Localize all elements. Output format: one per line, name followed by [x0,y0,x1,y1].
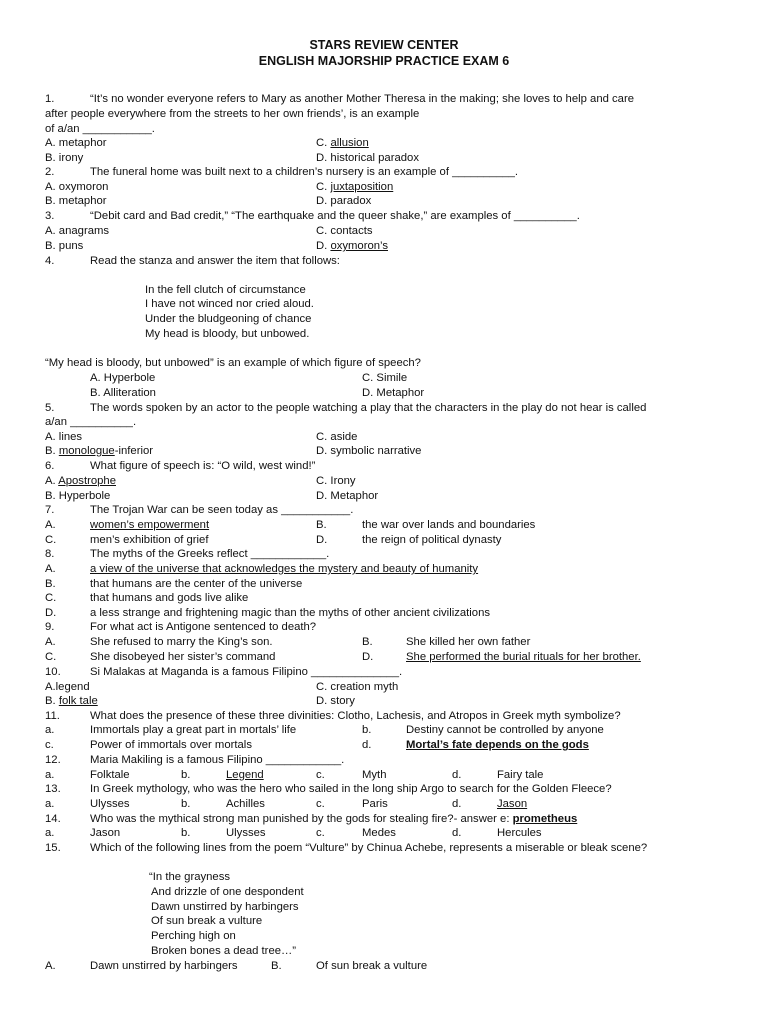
choice-c: Medes [362,827,396,839]
choice-letter: C. [45,534,57,546]
question-text: The myths of the Greeks reflect ____________. [90,548,330,560]
choice-c: C. Irony [316,475,356,487]
choice-letter: d. [452,798,462,810]
poem-line: Dawn unstirred by harbingers [151,901,299,913]
question-number: 10. [45,666,61,678]
question-text: a/an __________. [45,416,137,428]
choice-a: Immortals play a great part in mortals’ life [90,724,297,736]
choice-d: Fairy tale [497,769,544,781]
choice-d: D. Metaphor [316,490,379,502]
choice-d: D. paradox [316,195,372,207]
stanza-line: I have not winced nor cried aloud. [145,298,314,310]
answer-mark: oxymoron’s [330,240,388,252]
question-text: Which of the following lines from the poem “Vulture” by Chinua Achebe, represents a miserable or bleak scene? [90,842,648,854]
choice-letter: d. [452,769,462,781]
question-text: What does the presence of these three divinities: Clotho, Lachesis, and Atropos in Greek myth symbolize? [90,710,621,722]
choice-d: D. oxymoron’s [316,240,388,252]
choice-b: B. irony [45,152,84,164]
center-title: STARS REVIEW CENTER [309,38,459,52]
question-number: 9. [45,621,55,633]
choice-a: A. anagrams [45,225,110,237]
choice-letter: B. [271,960,282,972]
choice-b: Ulysses [226,827,266,839]
question-number: 11. [45,710,60,722]
choice-a: A. oxymoron [45,181,109,193]
choice-c: C. creation myth [316,681,399,693]
question-text: For what act is Antigone sentenced to death? [90,621,317,633]
choice-b: Of sun break a vulture [316,960,428,972]
choice-letter: b. [181,769,191,781]
stanza-line: Under the bludgeoning of chance [145,313,312,325]
choice-b: Achilles [226,798,265,810]
choice-c: Power of immortals over mortals [90,739,252,751]
poem-line: Broken bones a dead tree…” [151,945,297,957]
choice-c: C. allusion [316,137,369,149]
choice-d: D. historical paradox [316,152,419,164]
stanza-line: In the fell clutch of circumstance [145,284,306,296]
choice-d: D. story [316,695,355,707]
answer-mark: juxtaposition [330,181,394,193]
question-text: “My head is bloody, but unbowed” is an example of which figure of speech? [45,357,421,369]
choice-b: the war over lands and boundaries [362,519,536,531]
choice-letter: A. [45,563,56,575]
choice-b: She killed her own father [406,636,531,648]
choice-a: Folktale [90,769,130,781]
choice-d: Jason [497,798,528,810]
stanza-line: My head is bloody, but unbowed. [145,328,310,340]
poem-line: “In the grayness [149,871,231,883]
question-text: What figure of speech is: “O wild, west wind!” [90,460,316,472]
answer-mark: allusion [330,137,369,149]
choice-a: A. lines [45,431,83,443]
choice-letter: a. [45,798,55,810]
question-number: 3. [45,210,55,222]
choice-a: women’s empowerment [90,519,210,531]
choice-b: B. folk tale [45,695,98,707]
choice-d: a less strange and frightening magic than the myths of other ancient civilizations [90,607,491,619]
choice-letter: b. [181,798,191,810]
choice-b: B. metaphor [45,195,107,207]
choice-letter: C. [45,592,57,604]
question-number: 12. [45,754,61,766]
choice-letter: a. [45,827,55,839]
choice-c: Myth [362,769,387,781]
question-number: 4. [45,255,55,267]
question-number: 1. [45,93,55,105]
question-text: “Debit card and Bad credit,” “The earthquake and the queer shake,” are examples of __________. [90,210,580,222]
question-text: The Trojan War can be seen today as ___________. [90,504,354,516]
question-text: Maria Makiling is a famous Filipino ____________. [90,754,345,766]
choice-a: She refused to marry the King’s son. [90,636,273,648]
choice-letter: c. [316,769,325,781]
choice-c: men’s exhibition of grief [90,534,209,546]
choice-letter: a. [45,724,55,736]
question-number: 13. [45,783,61,795]
choice-letter: B. [45,578,56,590]
choice-a: A. Hyperbole [90,372,156,384]
choice-b: B. Hyperbole [45,490,111,502]
question-text: “It’s no wonder everyone refers to Mary as another Mother Theresa in the making; she loves to help and care [90,93,635,105]
choice-b: Legend [226,769,264,781]
choice-c: C. contacts [316,225,373,237]
choice-letter: D. [45,607,57,619]
question-text: The words spoken by an actor to the people watching a play that the characters in the play do not hear is called [90,402,647,414]
choice-letter: B. [316,519,327,531]
choice-c: She disobeyed her sister’s command [90,651,276,663]
choice-letter: b. [362,724,372,736]
choice-c: that humans and gods live alike [90,592,249,604]
choice-a: A. Apostrophe [45,475,116,487]
choice-letter: c. [45,739,54,751]
choice-a: Ulysses [90,798,130,810]
poem-line: And drizzle of one despondent [151,886,304,898]
question-number: 6. [45,460,55,472]
question-number: 14. [45,813,61,825]
choice-d: D. symbolic narrative [316,445,422,457]
choice-d: Mortal’s fate depends on the gods [406,739,589,751]
choice-letter: A. [45,519,56,531]
choice-c: C. juxtaposition [316,181,394,193]
answer-mark: prometheus [512,813,578,825]
question-number: 2. [45,166,55,178]
choice-letter: a. [45,769,55,781]
answer-mark: folk tale [58,695,98,707]
choice-b: B. Alliteration [90,387,156,399]
question-text: Read the stanza and answer the item that follows: [90,255,340,267]
answer-mark: Apostrophe [58,475,116,487]
choice-b: B. monologue-inferior [45,445,154,457]
choice-b: that humans are the center of the universe [90,578,303,590]
choice-d: Hercules [497,827,542,839]
question-text: The funeral home was built next to a children’s nursery is an example of __________. [90,166,519,178]
poem-line: Perching high on [151,930,236,942]
question-text: after people everywhere from the streets to her own friends’, is an example [45,108,420,120]
choice-a: A.legend [45,681,90,693]
question-number: 5. [45,402,55,414]
question-text: In Greek mythology, who was the hero who sailed in the long ship Argo to search for the Golden Fleece? [90,783,612,795]
exam-title: ENGLISH MAJORSHIP PRACTICE EXAM 6 [258,54,510,68]
choice-letter: C. [45,651,57,663]
question-text: Who was the mythical strong man punished by the gods for stealing fire?- answer e: prometheus [90,813,578,825]
choice-b: Destiny cannot be controlled by anyone [406,724,604,736]
choice-d: She performed the burial rituals for her brother. [406,651,641,663]
choice-a: Jason [90,827,121,839]
choice-a: Dawn unstirred by harbingers [90,960,238,972]
choice-letter: A. [45,636,56,648]
choice-a: A. metaphor [45,137,107,149]
choice-c: C. aside [316,431,358,443]
choice-letter: A. [45,960,56,972]
question-text: Si Malakas at Maganda is a famous Filipino ______________. [90,666,403,678]
answer-mark: monologue [58,445,115,457]
choice-letter: c. [316,827,325,839]
question-number: 8. [45,548,55,560]
choice-letter: D. [316,534,328,546]
poem-line: Of sun break a vulture [151,915,263,927]
choice-letter: b. [181,827,191,839]
question-number: 7. [45,504,55,516]
choice-a: a view of the universe that acknowledges the mystery and beauty of humanity [90,563,479,575]
choice-c: C. Simile [362,372,408,384]
choice-letter: d. [452,827,462,839]
choice-d: the reign of political dynasty [362,534,502,546]
question-number: 15. [45,842,61,854]
question-text: of a/an ___________. [45,123,155,135]
choice-d: D. Metaphor [362,387,425,399]
choice-c: Paris [362,798,388,810]
choice-letter: c. [316,798,325,810]
choice-letter: d. [362,739,372,751]
choice-b: B. puns [45,240,84,252]
choice-letter: B. [362,636,373,648]
choice-letter: D. [362,651,374,663]
